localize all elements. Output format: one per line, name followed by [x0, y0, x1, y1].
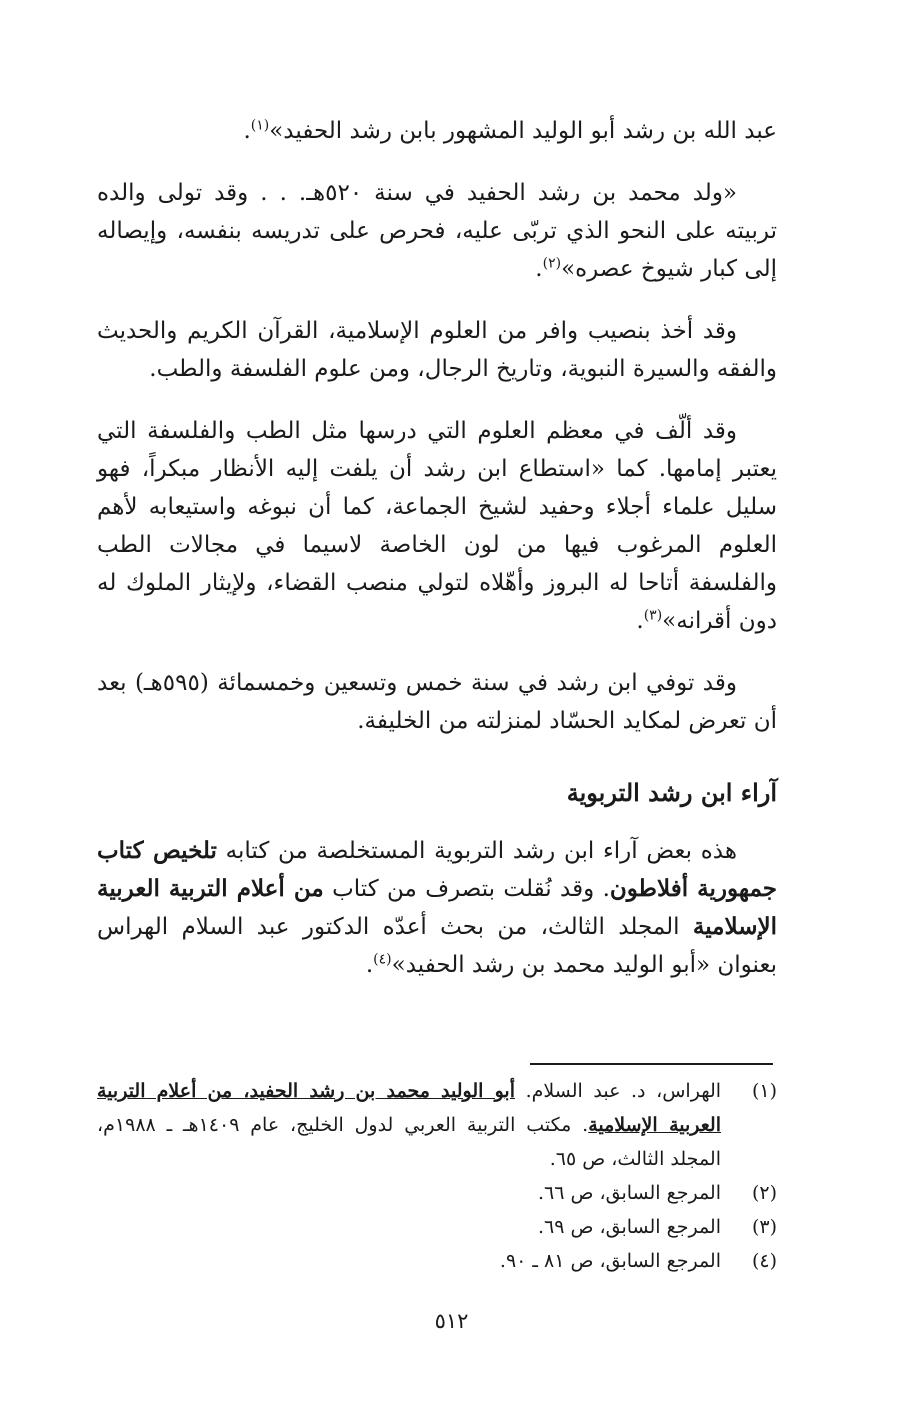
paragraph-text: هذه بعض آراء ابن رشد التربوية المستخلصة من كتابه	[225, 838, 738, 864]
paragraph-end: .	[636, 608, 644, 634]
footnote-author: الهراس، د. عبد السلام.	[525, 1080, 722, 1102]
footnote-3	[97, 1210, 777, 1244]
footnote-text: المرجع السابق، ص ٨١ ـ ٩٠.	[499, 1250, 721, 1272]
footnote-text: المرجع السابق، ص ٦٩.	[537, 1216, 721, 1238]
footnote-ref-4[interactable]: (٤)	[373, 951, 392, 968]
footnote-divider	[530, 1063, 773, 1065]
footnote-ref-3[interactable]: (٣)	[643, 607, 663, 624]
footnote-number: (٤)	[751, 1250, 777, 1272]
footnote-2	[97, 1176, 777, 1210]
paragraph-text: وقد توفي ابن رشد في سنة خمس وتسعين وخمسمائة (٥٩٥هـ) بعد أن تعرض لمكايد الحسّاد لمنزلته من الخليفة.	[97, 670, 777, 734]
footnote-ref-2[interactable]: (٢)	[542, 255, 562, 272]
section-heading: آراء ابن رشد التربوية	[566, 778, 777, 807]
footnote-text: المرجع السابق، ص ٦٦.	[537, 1182, 721, 1204]
paragraph-4	[97, 412, 777, 640]
paragraph-text: المجلد الثالث، من بحث أعدّه الدكتور عبد السلام الهراس بعنوان «أبو الوليد محمد بن رشد الحفيد»	[97, 914, 777, 978]
paragraph-end: .	[365, 952, 374, 978]
footnote-number: (١)	[751, 1080, 777, 1102]
paragraph-end: .	[243, 118, 251, 144]
paragraph-text: وقد أخذ بنصيب وافر من العلوم الإسلامية، القرآن الكريم والحديث والفقه والسيرة النبوية، وتاريخ الرجال، ومن علوم الفلسفة والطب.	[97, 318, 777, 382]
paragraph-text: عبد الله بن رشد أبو الوليد المشهور بابن رشد الحفيد»	[269, 118, 777, 144]
paragraph-end: .	[535, 256, 543, 282]
footnote-title: أبو الوليد محمد بن رشد الحفيد، من أعلام التربية العربية الإسلامية	[97, 1080, 722, 1136]
main-text	[97, 112, 777, 1008]
paragraph-text: «ولد محمد بن رشد الحفيد في سنة ٥٢٠هـ. . . وقد تولى والده تربيته على النحو الذي تربّى عليه، فحرص على تدريسه بنفسه، وإيصاله إلى كبار شيوخ عصره»	[97, 180, 777, 282]
footnotes	[97, 1074, 777, 1278]
footnote-1	[97, 1074, 777, 1176]
paragraph-text: . وقد نُقلت بتصرف من كتاب	[332, 876, 610, 902]
paragraph-1	[97, 112, 777, 150]
paragraph-2	[97, 174, 777, 288]
footnote-ref-1[interactable]: (١)	[250, 117, 270, 134]
paragraph-3	[97, 312, 777, 388]
book-title-bold: من أعلام التربية العربية الإسلامية	[97, 875, 777, 940]
footnote-publisher: . مكتب التربية العربي لدول الخليج، عام ١٤٠٩هـ ـ ١٩٨٨م، المجلد الثالث، ص ٦٥.	[97, 1114, 721, 1170]
book-title-bold: تلخيص كتاب جمهورية أفلاطون	[97, 837, 778, 902]
footnote-number: (٣)	[751, 1216, 777, 1238]
paragraph-6	[97, 832, 777, 984]
paragraph-5	[97, 664, 777, 740]
footnote-4	[97, 1244, 777, 1278]
footnote-number: (٢)	[751, 1182, 777, 1204]
page-number: ٥١٢	[434, 1309, 469, 1333]
footnote-text	[97, 1074, 721, 1176]
paragraph-text: وقد ألّف في معظم العلوم التي درسها مثل الطب والفلسفة التي يعتبر إمامها. كما «استطاع ابن رشد أن يلفت إليه الأنظار مبكراً، فهو سليل علماء أجلاء وحفيد لشيخ الجماعة، كما أن نبوغه واستيعابه لأهم العلوم المرغوب فيها من لون الخاصة لاسيما في مجالات الطب والفلسفة أتاحا له البروز وأهّلاه لتولي منصب القضاء، ولإيثار الملوك له دون أقرانه»	[97, 418, 777, 634]
